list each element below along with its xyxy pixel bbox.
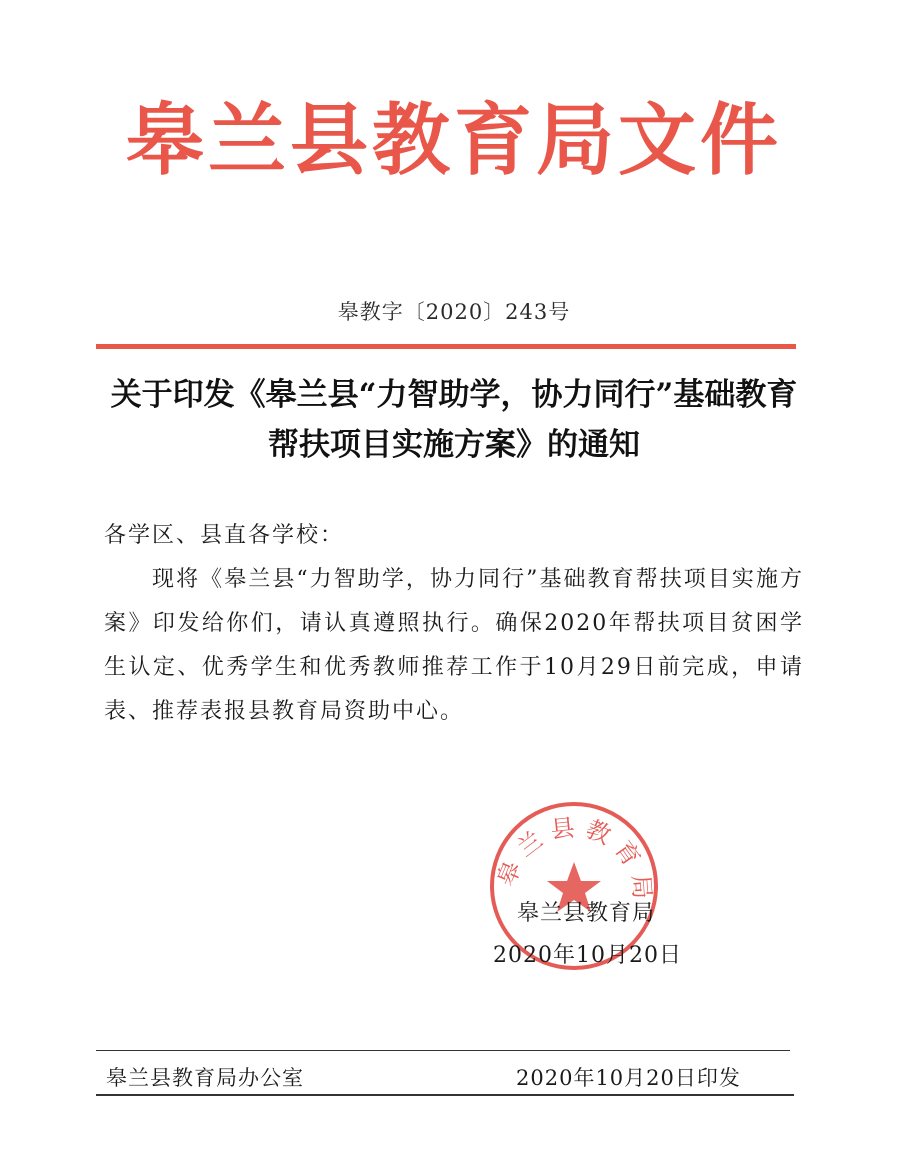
footer-office: 皋兰县教育局办公室 [106, 1066, 304, 1090]
footer-rule-bottom [96, 1094, 794, 1096]
footer-print-date: 2020年10月20日印发 [516, 1066, 741, 1090]
body-paragraph [104, 558, 804, 734]
seal-text: 皋兰县教育局 [492, 812, 657, 908]
addressee: 各学区、县直各学校： [104, 523, 345, 548]
document-number: 皋教字〔2020〕243号 [337, 300, 571, 324]
footer-rule-top [96, 1050, 790, 1051]
signature-organization: 皋兰县教育局 [517, 901, 656, 926]
notice-title-line-2: 帮扶项目实施方案》的通知 [268, 427, 640, 463]
body-paragraph-text: 现将《皋兰县“力智助学，协力同行”基础教育帮扶项目实施方案》印发给你们，请认真遵照执行。确保2020年帮扶项目贫困学生认定、优秀学生和优秀教师推荐工作于10月29日前完成，申请表、推荐表报县教育局资助中心。 [104, 567, 804, 724]
notice-title-line-1: 关于印发《皋兰县“力智助学，协力同行”基础教育 [110, 377, 798, 413]
notice-title [96, 370, 812, 470]
signature-date: 2020年10月20日 [493, 943, 682, 968]
document-header-title: 皋兰县教育局文件 [125, 96, 782, 186]
red-divider [96, 344, 796, 349]
